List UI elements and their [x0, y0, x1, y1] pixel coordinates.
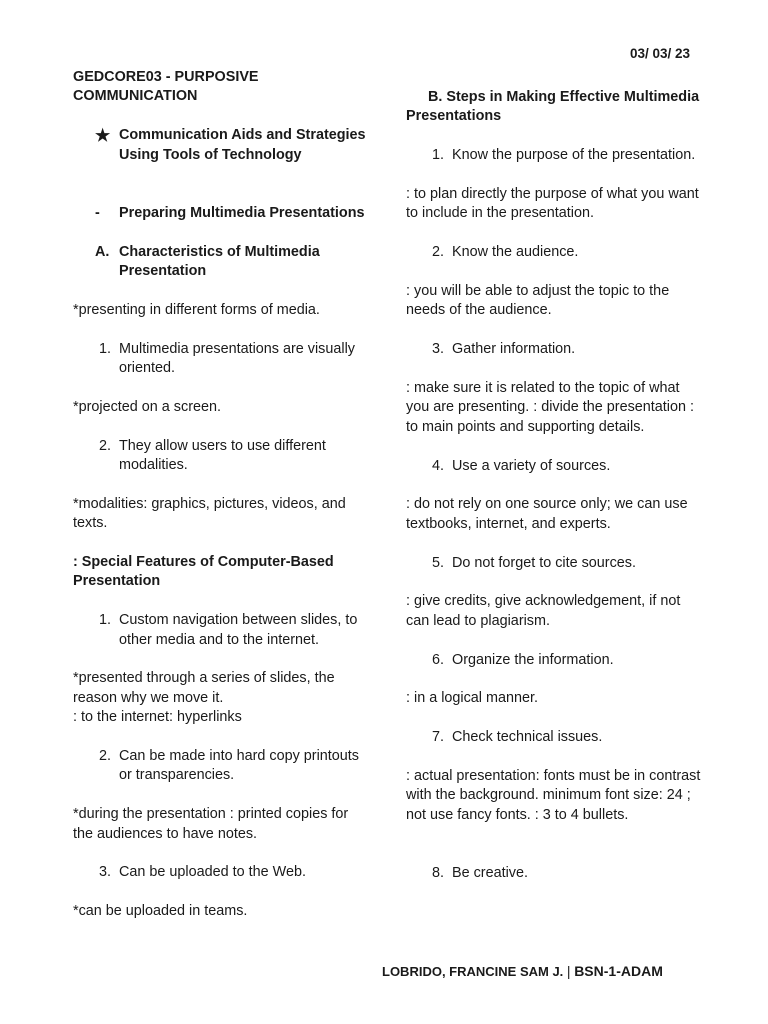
- subtopic-heading: - Preparing Multimedia Presentations: [73, 204, 368, 223]
- step-note: : to plan directly the purpose of what you want to include in the presentation.: [406, 186, 699, 222]
- note: *can be uploaded in teams.: [73, 903, 248, 920]
- steps-list: [406, 146, 706, 883]
- list-item: 1. Custom navigation between slides, to other media and to the internet.: [98, 612, 358, 648]
- step-item: 1. Know the purpose of the presentation.: [431, 147, 696, 164]
- note: *projected on a screen.: [73, 398, 221, 415]
- section-a-heading: A. Characteristics of Multimedia Presentation: [95, 243, 320, 279]
- course-title-line1: GEDCORE03 - PURPOSIVE: [73, 69, 259, 85]
- special-features-heading: : Special Features of Computer-Based Presentation: [73, 554, 334, 590]
- note: *presenting in different forms of media.: [73, 301, 320, 318]
- footer: [382, 962, 663, 981]
- course-title: [73, 68, 368, 107]
- step-note: : give credits, give acknowledgement, if not can lead to plagiarism.: [406, 593, 681, 629]
- step-item: 7. Check technical issues.: [431, 729, 603, 746]
- step-item: 6. Organize the information.: [431, 651, 614, 668]
- author-name: LOBRIDO, FRANCINE SAM J.: [382, 964, 564, 979]
- note: : to the internet: hyperlinks: [73, 709, 242, 726]
- dash-marker: -: [95, 204, 100, 221]
- step-item: 3. Gather information.: [431, 341, 576, 358]
- step-note: : you will be able to adjust the topic to the needs of the audience.: [406, 283, 670, 319]
- section-name: BSN-1-ADAM: [574, 963, 663, 979]
- section-b-heading: B. Steps in Making Effective Multimedia Presentations: [406, 89, 700, 125]
- course-title-line2: COMMUNICATION: [73, 88, 198, 105]
- step-note: : make sure it is related to the topic of what you are presenting. : divide the presentation : to main points and supporting details.: [406, 380, 694, 435]
- step-note: : do not rely on one source only; we can use textbooks, internet, and experts.: [406, 496, 688, 532]
- step-item: 8. Be creative.: [431, 865, 528, 881]
- step-item: 2. Know the audience.: [431, 244, 579, 261]
- list-item: 3. Can be uploaded to the Web.: [98, 864, 306, 881]
- note: *modalities: graphics, pictures, videos, and texts.: [73, 495, 346, 532]
- date: 03/ 03/ 23: [630, 46, 691, 61]
- note: *during the presentation : printed copies for the audiences to have notes.: [73, 806, 349, 842]
- star-icon: ★: [95, 126, 111, 146]
- list-item: 2. Can be made into hard copy printouts or transparencies.: [98, 748, 359, 784]
- step-item: 5. Do not forget to cite sources.: [431, 554, 636, 571]
- right-column: [406, 88, 706, 903]
- step-item: 4. Use a variety of sources.: [431, 457, 611, 474]
- topic-heading: ★ Communication Aids and Strategies Using Tools of Technology: [73, 126, 368, 165]
- list-item: 2. They allow users to use different modalities.: [98, 437, 326, 473]
- note: *presented through a series of slides, the reason why we move it.: [73, 670, 335, 706]
- left-column: [73, 68, 368, 941]
- list-item: 1. Multimedia presentations are visually oriented.: [98, 340, 355, 376]
- step-note: : actual presentation: fonts must be in contrast with the background. minimum font size: 24 ; not use fancy fonts. : 3 to 4 bullets.: [406, 768, 701, 823]
- step-note: : in a logical manner.: [406, 690, 538, 707]
- footer-separator: |: [566, 963, 571, 979]
